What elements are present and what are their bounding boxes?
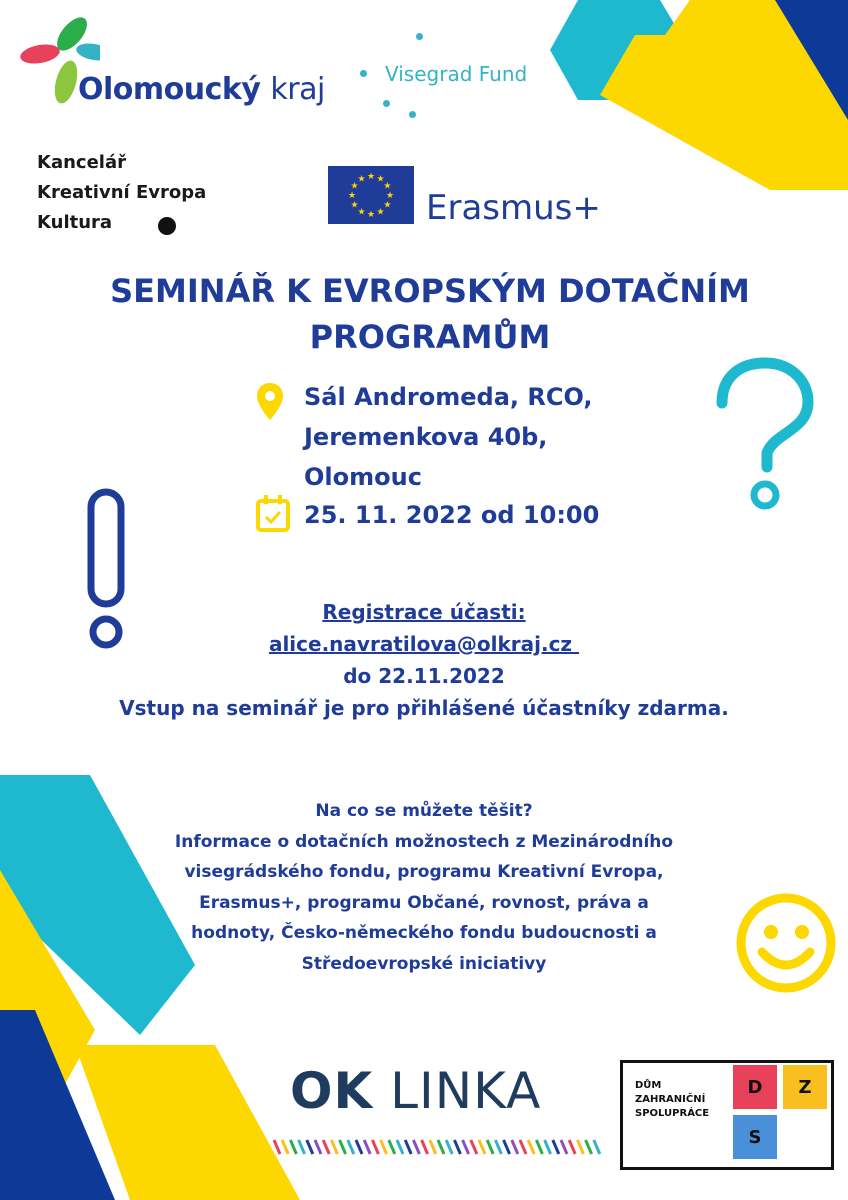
eu-star-icon: ★ <box>366 172 376 182</box>
eu-star-icon: ★ <box>357 174 366 185</box>
kreativni-evropa-dot <box>158 217 176 235</box>
info-line: Erasmus+, programu Občané, rovnost, práva a <box>199 892 649 913</box>
registration-heading: Registrace účasti: <box>322 600 526 624</box>
zigzag-stroke <box>463 1140 469 1154</box>
zigzag-stroke <box>405 1140 411 1154</box>
smiley-face-icon <box>735 892 837 994</box>
zigzag-stroke <box>479 1140 485 1154</box>
zigzag-stroke <box>340 1140 346 1154</box>
zigzag-stroke <box>454 1140 460 1154</box>
visegrad-dot <box>383 100 390 107</box>
info-line: Středoevropské iniciativy <box>301 953 547 974</box>
zigzag-stroke <box>413 1140 419 1154</box>
zigzag-stroke <box>397 1140 403 1154</box>
dzs-cell-d: D <box>733 1065 777 1109</box>
registration-note: Vstup na seminář je pro přihlášené účastníky zdarma. <box>119 696 729 720</box>
calendar-check-icon <box>255 494 291 534</box>
registration-email-link[interactable]: alice.navratilova@olkraj.cz <box>268 632 580 656</box>
eu-star-icon: ★ <box>347 191 357 201</box>
zigzag-stroke <box>512 1140 518 1154</box>
eu-star-icon: ★ <box>383 181 392 192</box>
zigzag-stroke <box>364 1140 370 1154</box>
info-question: Na co se můžete těšit? <box>315 801 533 821</box>
zigzag-stroke <box>372 1140 378 1154</box>
zigzag-stroke <box>307 1140 313 1154</box>
olomoucky-kraj-name: Olomoucký <box>78 72 261 107</box>
dzs-line: SPOLUPRÁCE <box>635 1108 710 1119</box>
dzs-line: DŮM <box>635 1080 662 1091</box>
info-line: Informace o dotačních možnostech z Mezinárodního <box>174 831 674 852</box>
dzs-logo <box>620 1060 834 1170</box>
location-line: Sál Andromeda, RCO, <box>304 383 593 411</box>
zigzag-stroke <box>569 1140 575 1154</box>
event-date: 25. 11. 2022 od 10:00 <box>304 501 600 529</box>
erasmus-logo: Erasmus+ <box>426 188 601 228</box>
zigzag-stroke <box>536 1140 542 1154</box>
zigzag-stroke <box>545 1140 551 1154</box>
eu-star-icon: ★ <box>350 181 359 192</box>
zigzag-stroke <box>528 1140 534 1154</box>
ok-linka-bold: OK <box>290 1062 374 1120</box>
zigzag-stroke <box>471 1140 477 1154</box>
zigzag-stroke <box>430 1140 436 1154</box>
zigzag-stroke <box>282 1140 288 1154</box>
dzs-name <box>635 1079 709 1121</box>
question-mark-icon <box>712 355 818 515</box>
title-line: PROGRAMŮM <box>309 318 551 356</box>
zigzag-stroke <box>331 1140 337 1154</box>
dzs-cell-z: Z <box>783 1065 827 1109</box>
ok-linka-zigzag <box>270 1136 604 1158</box>
visegrad-dot <box>416 33 423 40</box>
visegrad-fund-logo: Visegrad Fund <box>385 62 528 86</box>
info-line: visegrádského fondu, programu Kreativní Evropa, <box>184 862 664 882</box>
zigzag-stroke <box>356 1140 362 1154</box>
title-line: SEMINÁŘ K EVROPSKÝM DOTAČNÍM <box>110 272 750 310</box>
ke-line: Kultura <box>37 212 113 233</box>
eu-star-icon: ★ <box>383 200 392 211</box>
zigzag-stroke <box>274 1140 280 1154</box>
zigzag-stroke <box>446 1140 452 1154</box>
dzs-cell-s: S <box>733 1115 777 1159</box>
kraj-label: kraj <box>270 72 325 107</box>
location-pin-icon <box>255 382 285 422</box>
zigzag-stroke <box>389 1140 395 1154</box>
kreativni-evropa-logo <box>37 148 206 238</box>
eu-star-icon: ★ <box>350 200 359 211</box>
zigzag-stroke <box>487 1140 493 1154</box>
zigzag-stroke <box>586 1140 592 1154</box>
eu-star-icon: ★ <box>366 210 376 220</box>
zigzag-stroke <box>299 1140 305 1154</box>
yellow-band-bottom <box>75 1045 300 1200</box>
registration-deadline: do 22.11.2022 <box>343 664 505 688</box>
zigzag-stroke <box>315 1140 321 1154</box>
location-line: Jeremenkova 40b, <box>304 423 548 451</box>
eu-star-icon: ★ <box>376 207 385 218</box>
zigzag-stroke <box>594 1140 600 1154</box>
olomoucky-kraj-wordmark <box>78 72 325 107</box>
dzs-line: ZAHRANIČNÍ <box>635 1094 706 1105</box>
ok-linka-light: LINKA <box>390 1062 542 1120</box>
zigzag-stroke <box>422 1140 428 1154</box>
ke-line: Kancelář <box>37 152 126 173</box>
zigzag-stroke <box>577 1140 583 1154</box>
zigzag-stroke <box>520 1140 526 1154</box>
ok-linka-logo <box>290 1062 541 1120</box>
page-title <box>70 268 790 360</box>
visegrad-dot <box>409 111 416 118</box>
eu-star-icon: ★ <box>357 207 366 218</box>
info-block <box>120 796 728 979</box>
location-line: Olomouc <box>304 463 422 491</box>
info-line: hodnoty, Česko-německého fondu budoucnosti a <box>191 923 657 943</box>
ke-line: Kreativní Evropa <box>37 182 207 203</box>
zigzag-stroke <box>553 1140 559 1154</box>
eu-flag-icon <box>328 166 414 224</box>
eu-star-icon: ★ <box>385 191 395 201</box>
zigzag-stroke <box>561 1140 567 1154</box>
zigzag-stroke <box>438 1140 444 1154</box>
zigzag-stroke <box>381 1140 387 1154</box>
zigzag-stroke <box>290 1140 296 1154</box>
zigzag-stroke <box>504 1140 510 1154</box>
zigzag-stroke <box>495 1140 501 1154</box>
registration-block <box>60 596 788 724</box>
visegrad-dot <box>360 70 367 77</box>
zigzag-stroke <box>323 1140 329 1154</box>
zigzag-stroke <box>348 1140 354 1154</box>
eu-star-icon: ★ <box>376 174 385 185</box>
